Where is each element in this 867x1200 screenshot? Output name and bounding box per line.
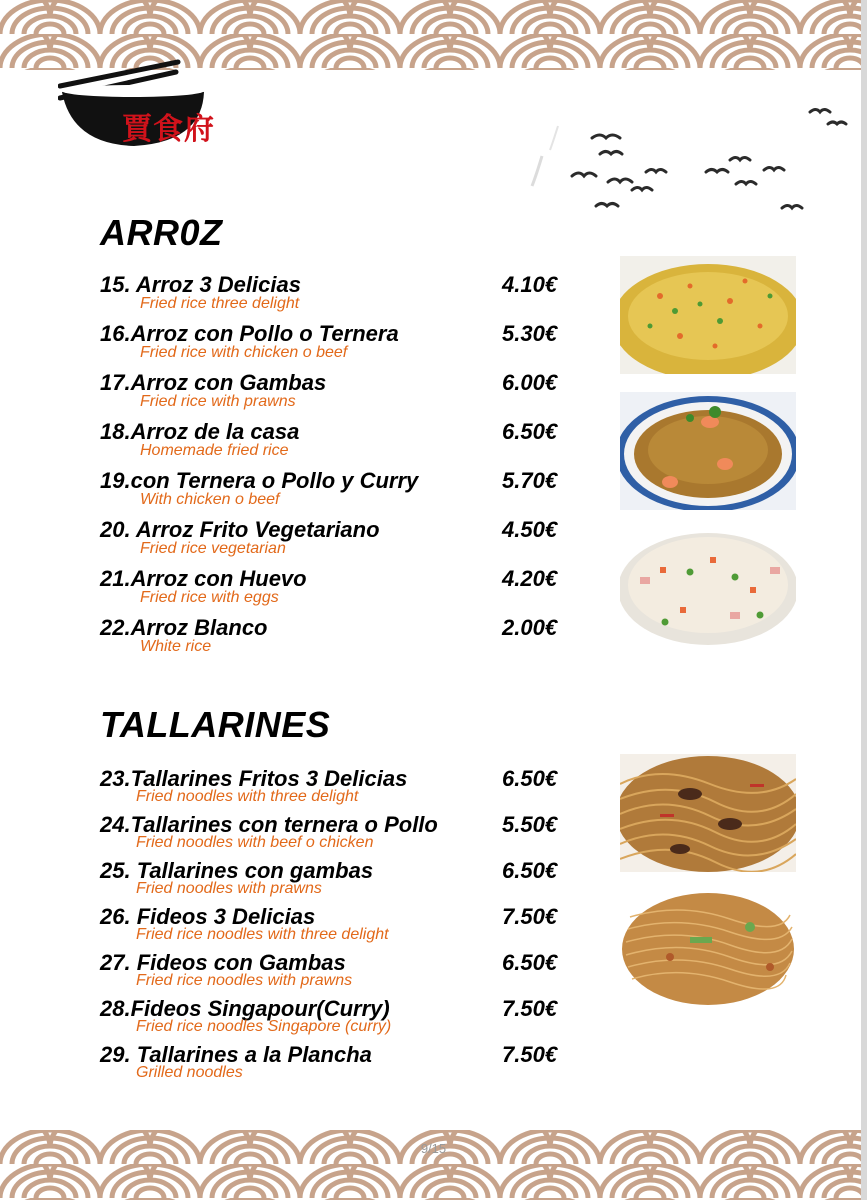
item-name: 23.Tallarines Fritos 3 Delicias xyxy=(100,766,408,791)
menu-item xyxy=(100,766,580,812)
section-title-tallarines: TALLARINES xyxy=(100,704,331,745)
item-description: Fried rice vegetarian xyxy=(140,540,286,557)
item-name: 21.Arroz con Huevo xyxy=(100,566,307,591)
item-description: Fried rice noodles with three delight xyxy=(136,926,389,943)
item-description: Fried noodles with prawns xyxy=(136,880,322,897)
item-description: Homemade fried rice xyxy=(140,442,289,459)
item-price: 6.00€ xyxy=(502,370,558,395)
item-price: 7.50€ xyxy=(502,996,558,1021)
egg-rice-photo xyxy=(620,527,796,645)
item-description: Fried rice with chicken o beef xyxy=(140,344,348,361)
item-price: 4.20€ xyxy=(502,566,558,591)
menu-item xyxy=(100,904,580,950)
item-price: 5.50€ xyxy=(502,812,558,837)
item-price: 4.50€ xyxy=(502,517,558,542)
item-name: 19.con Ternera o Pollo y Curry xyxy=(100,468,419,493)
logo-text: 賈食府 xyxy=(122,112,215,147)
item-name: 15. Arroz 3 Delicias xyxy=(100,272,301,297)
menu-item xyxy=(100,517,580,566)
item-name: 22.Arroz Blanco xyxy=(100,615,268,640)
menu-item xyxy=(100,468,580,517)
menu-item xyxy=(100,321,580,370)
item-price: 4.10€ xyxy=(502,272,558,297)
item-name: 27. Fideos con Gambas xyxy=(100,950,346,975)
page-edge-shadow xyxy=(861,0,867,1200)
item-name: 26. Fideos 3 Delicias xyxy=(100,904,316,929)
item-description: Grilled noodles xyxy=(136,1064,243,1081)
item-name: 24.Tallarines con ternera o Pollo xyxy=(100,812,438,837)
menu-item xyxy=(100,996,580,1042)
item-price: 7.50€ xyxy=(502,904,558,929)
item-description: Fried rice three delight xyxy=(140,295,300,312)
item-price: 2.00€ xyxy=(502,615,558,640)
item-name: 28.Fideos Singapour(Curry) xyxy=(100,996,390,1021)
section-title-arroz: ARR0Z xyxy=(100,212,223,253)
item-description: With chicken o beef xyxy=(140,491,280,508)
item-price: 5.30€ xyxy=(502,321,558,346)
item-name: 25. Tallarines con gambas xyxy=(100,858,374,883)
item-description: White rice xyxy=(140,638,212,655)
item-description: Fried noodles with three delight xyxy=(136,788,359,805)
item-description: Fried rice noodles with prawns xyxy=(136,972,353,989)
menu-item xyxy=(100,370,580,419)
item-description: Fried noodles with beef o chicken xyxy=(136,834,374,851)
item-description: Fried rice noodles Singapore (curry) xyxy=(136,1018,392,1035)
item-price: 6.50€ xyxy=(502,950,558,975)
menu-item xyxy=(100,566,580,615)
item-price: 7.50€ xyxy=(502,1042,558,1067)
item-price: 5.70€ xyxy=(502,468,558,493)
bird-icon xyxy=(510,90,867,230)
menu-item xyxy=(100,1042,580,1088)
item-name: 20. Arroz Frito Vegetariano xyxy=(100,517,380,542)
fried-noodles-photo xyxy=(620,754,796,872)
item-name: 16.Arroz con Pollo o Ternera xyxy=(100,321,399,346)
menu-item xyxy=(100,615,580,664)
prawn-rice-photo xyxy=(620,392,796,510)
item-name: 17.Arroz con Gambas xyxy=(100,370,327,395)
item-description: Fried rice with prawns xyxy=(140,393,296,410)
fried-rice-photo xyxy=(620,256,796,374)
menu-item xyxy=(100,812,580,858)
item-description: Fried rice with eggs xyxy=(140,589,279,606)
menu-item xyxy=(100,272,580,321)
menu-item xyxy=(100,419,580,468)
menu-item xyxy=(100,858,580,904)
item-price: 6.50€ xyxy=(502,858,558,883)
tallarines-menu-list xyxy=(100,766,580,1088)
item-name: 29. Tallarines a la Plancha xyxy=(100,1042,372,1067)
item-price: 6.50€ xyxy=(502,419,558,444)
arroz-menu-list xyxy=(100,272,580,664)
rice-noodles-photo xyxy=(620,887,796,1007)
menu-item xyxy=(100,950,580,996)
item-name: 18.Arroz de la casa xyxy=(100,419,300,444)
page-number: 9/15 xyxy=(420,1141,447,1156)
item-price: 6.50€ xyxy=(502,766,558,791)
